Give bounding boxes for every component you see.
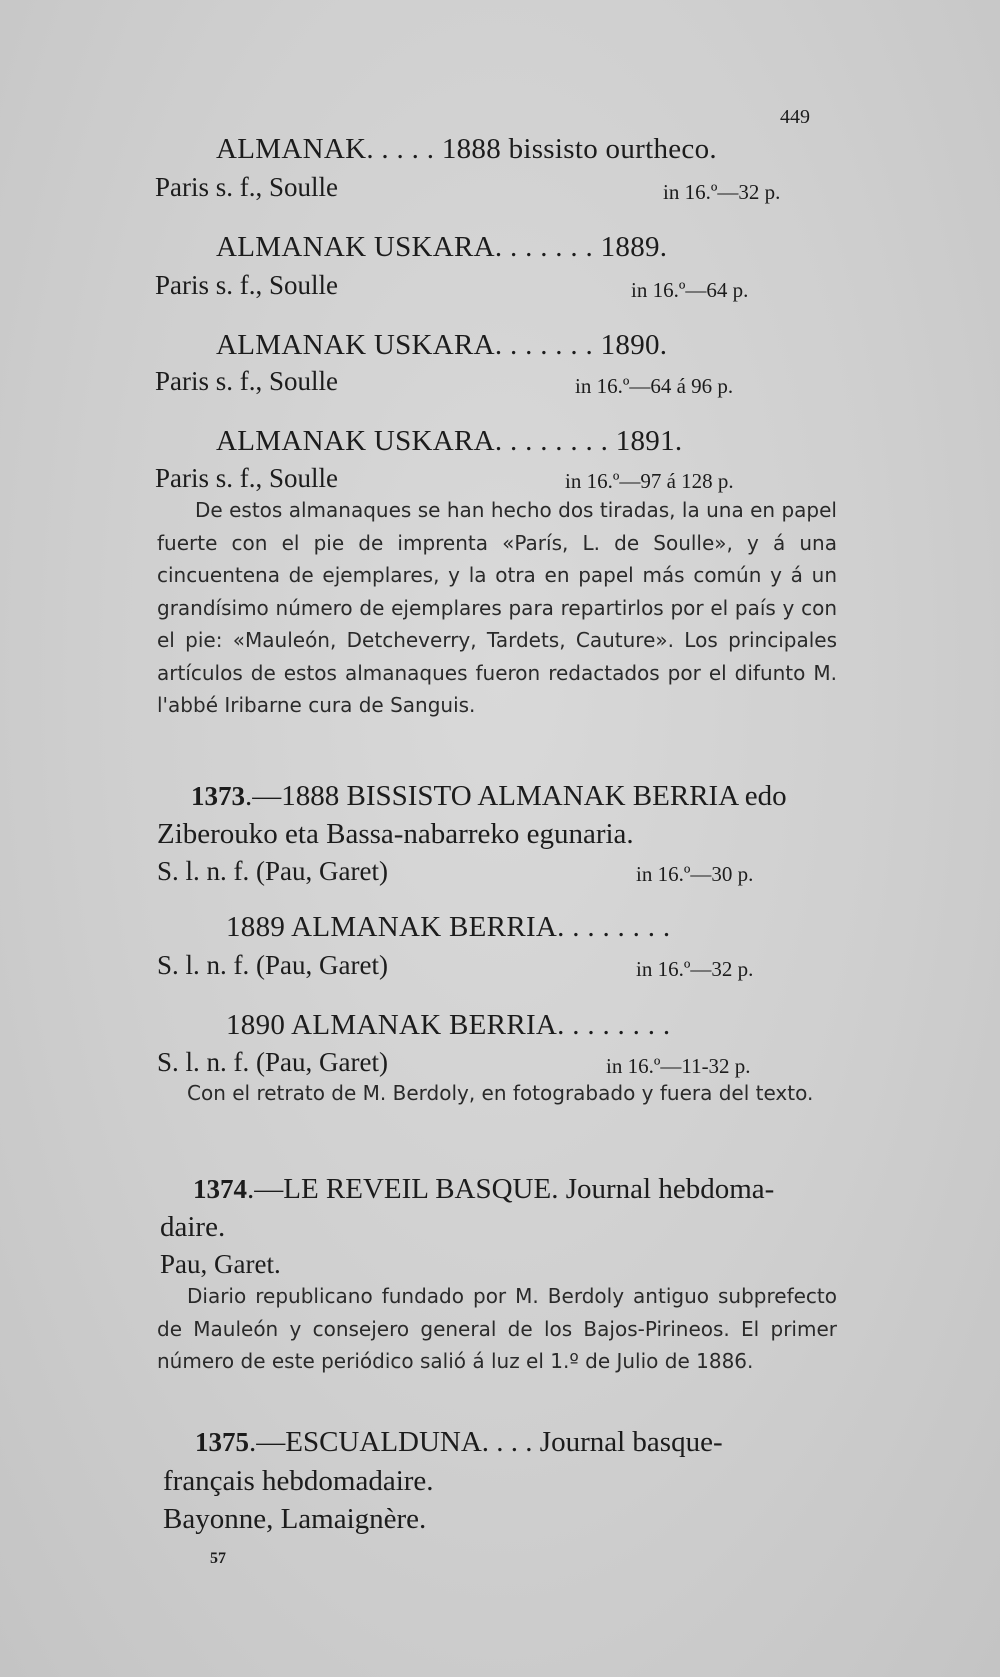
entry-1375-number: 1375: [195, 1427, 249, 1457]
entry-1374-imprint: Pau, Garet.: [160, 1249, 281, 1279]
entry-1373-imprint: S. l. n. f. (Pau, Garet): [157, 856, 388, 886]
entry-1373-title: .—1888 BISSISTO ALMANAK BERRIA edo: [245, 780, 787, 812]
entry-1374-heading: [193, 1173, 774, 1206]
entry-1374-note: Diario republicano fundado por M. Berdoly antiguo subprefecto de Mauleón y consejero general de los Bajos-Pirineos. El primer número de este periódico salió á luz el 1.º de Julio de 1886.: [157, 1284, 837, 1373]
entry-1375-heading: [195, 1426, 723, 1459]
page-number: 449: [780, 106, 810, 128]
entry-1373-note: Con el retrato de M. Berdoly, en fotograbado y fuera del texto.: [187, 1081, 814, 1105]
entry-1373-format: in 16.º—30 p.: [636, 862, 754, 886]
almanak-1890-format: in 16.º—64 á 96 p.: [575, 374, 734, 398]
signature-mark: 57: [210, 1550, 226, 1567]
almanak-berria-1889-imprint: S. l. n. f. (Pau, Garet): [157, 950, 388, 980]
almanak-1890-imprint: Paris s. f., Soulle: [155, 366, 339, 396]
almanak-berria-1889-format: in 16.º—32 p.: [636, 957, 754, 981]
almanak-berria-1889-title: 1889 ALMANAK BERRIA. . . . . . . .: [226, 911, 671, 943]
entry-1374-title-continued: daire.: [160, 1211, 226, 1243]
entry-1374-number: 1374: [193, 1174, 247, 1204]
almanak-1889-imprint: Paris s. f., Soulle: [155, 270, 339, 300]
almanak-1889-title: ALMANAK USKARA. . . . . . . 1889.: [216, 231, 668, 263]
almanak-1891-title: ALMANAK USKARA. . . . . . . . 1891.: [216, 425, 683, 457]
almanak-1888-title: ALMANAK. . . . . 1888 bissisto ourtheco.: [216, 133, 717, 165]
almanak-1889-format: in 16.º—64 p.: [631, 278, 749, 302]
almanak-1888-format: in 16.º—32 p.: [663, 180, 781, 204]
almanak-1890-title: ALMANAK USKARA. . . . . . . 1890.: [216, 329, 668, 361]
almanak-berria-1890-imprint: S. l. n. f. (Pau, Garet): [157, 1047, 388, 1077]
entry-1373-title-continued: Ziberouko eta Bassa-nabarreko egunaria.: [157, 818, 634, 850]
almanak-1891-imprint: Paris s. f., Soulle: [155, 463, 339, 493]
entry-1375-imprint: Bayonne, Lamaignère.: [163, 1503, 427, 1535]
entry-1375-title: .—ESCUALDUNA. . . . Journal basque-: [249, 1426, 723, 1458]
almanak-1891-format: in 16.º—97 á 128 p.: [565, 469, 734, 493]
almanak-berria-1890-title: 1890 ALMANAK BERRIA. . . . . . . .: [226, 1009, 671, 1041]
entry-1373-heading: [191, 780, 787, 813]
entry-1374-title: .—LE REVEIL BASQUE. Journal hebdoma-: [247, 1173, 775, 1205]
entry-1373-number: 1373: [191, 781, 245, 811]
almanak-1888-imprint: Paris s. f., Soulle: [155, 172, 339, 202]
almanak-note-paragraph: De estos almanaques se han hecho dos tiradas, la una en papel fuerte con el pie de imprenta «París, L. de Soulle», y á una cincuentena de ejemplares, y la otra en papel más común y á un grandísimo número de ejemplares para repartirlos por el país y con el pie: «Mauleón, Detcheverry, Tardets, Cauture». Los principales artículos de estos almanaques fueron redactados por el difunto M. l'abbé Iribarne cura de Sanguis.: [157, 498, 837, 717]
entry-1375-title-continued: français hebdomadaire.: [163, 1465, 434, 1497]
almanak-berria-1890-format: in 16.º—11-32 p.: [606, 1054, 751, 1078]
